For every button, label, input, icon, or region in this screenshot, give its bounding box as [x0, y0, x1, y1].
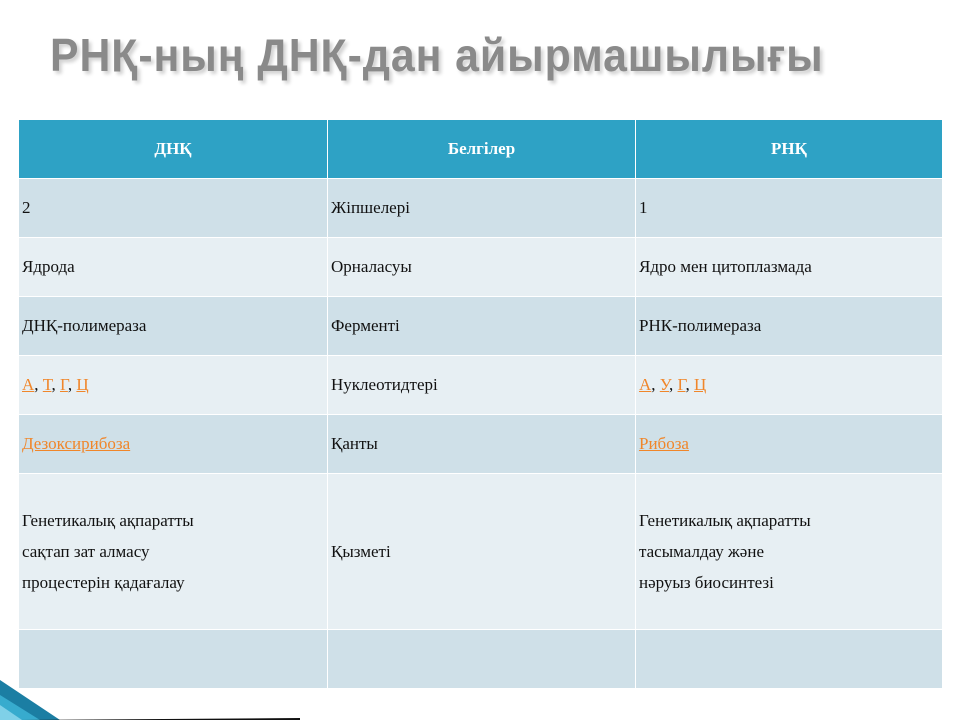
header-dna: ДНҚ — [19, 120, 328, 179]
cell-rna-nucleotides: А, У, Г, Ц — [636, 356, 943, 415]
cell-dna — [19, 415, 328, 474]
ribose-link[interactable]: Рибоза — [639, 434, 689, 453]
cell-feature: Қанты — [328, 415, 636, 474]
cell-feature: Қызметі — [328, 474, 636, 630]
cell-dna: ДНҚ-полимераза — [19, 297, 328, 356]
cell-feature: Ферменті — [328, 297, 636, 356]
nucleotide-link-a[interactable]: А — [22, 375, 35, 394]
header-rna: РНҚ — [636, 120, 943, 179]
comparison-table — [18, 119, 943, 689]
nucleotide-link-c[interactable]: Ц — [693, 375, 707, 394]
page-title: РНҚ-ның ДНҚ-дан айырмашылығы — [50, 29, 824, 81]
cell-rna: Ядро мен цитоплазмада — [636, 238, 943, 297]
nucleotide-link-t[interactable]: Т — [42, 375, 52, 394]
cell-feature: Нуклеотидтері — [328, 356, 636, 415]
table-header-row — [19, 120, 943, 179]
nucleotide-link-u[interactable]: У — [659, 375, 670, 394]
nucleotide-link-g[interactable]: Г — [677, 375, 686, 394]
cell-dna: 2 — [19, 179, 328, 238]
cell-dna-function: Генетикалық ақпаратты сақтап зат алмасу процестерін қадағалау — [19, 474, 328, 630]
table-row — [19, 415, 943, 474]
cell-rna: РНК-полимераза — [636, 297, 943, 356]
cell-dna-nucleotides: А, Т, Г, Ц — [19, 356, 328, 415]
cell-empty — [328, 630, 636, 689]
cell-empty — [636, 630, 943, 689]
cell-rna: 1 — [636, 179, 943, 238]
nucleotide-link-g[interactable]: Г — [59, 375, 68, 394]
cell-rna-function: Генетикалық ақпаратты тасымалдау және нәруыз биосинтезі — [636, 474, 943, 630]
table-row — [19, 238, 943, 297]
corner-decoration — [0, 660, 300, 720]
nucleotide-link-a[interactable]: А — [639, 375, 652, 394]
table-row — [19, 356, 943, 415]
table-row — [19, 297, 943, 356]
cell-feature: Орналасуы — [328, 238, 636, 297]
cell-rna — [636, 415, 943, 474]
cell-feature: Жіпшелері — [328, 179, 636, 238]
cell-dna: Ядрода — [19, 238, 328, 297]
header-feature: Белгілер — [328, 120, 636, 179]
table-row — [19, 474, 943, 630]
table-row — [19, 179, 943, 238]
nucleotide-link-c[interactable]: Ц — [76, 375, 89, 394]
deoxyribose-link[interactable]: Дезоксирибоза — [22, 434, 131, 453]
